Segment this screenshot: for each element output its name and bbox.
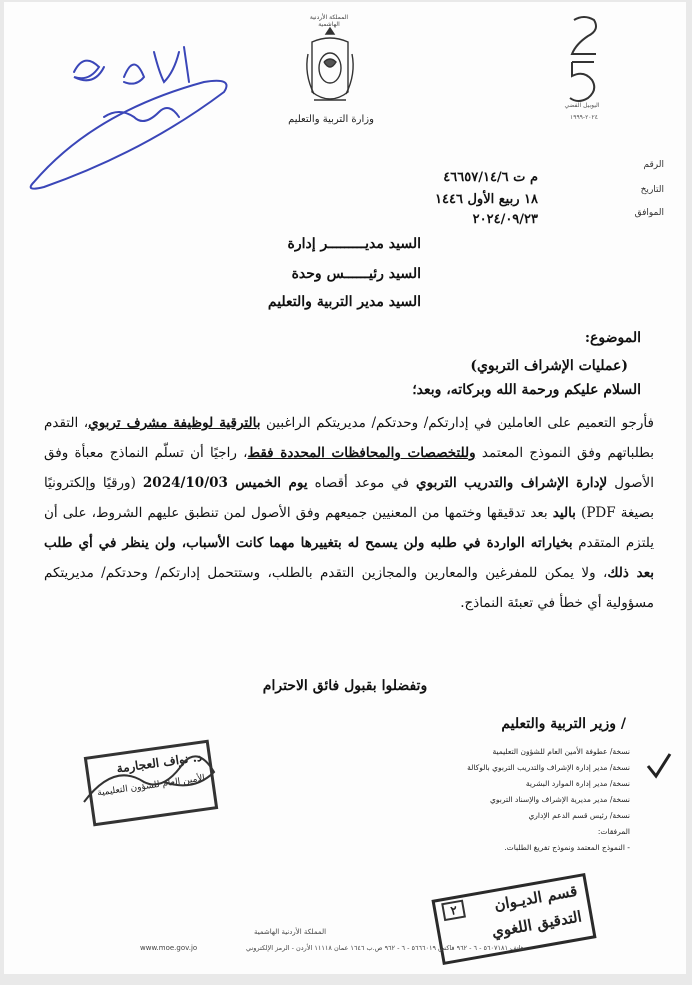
list-item: نسخة/ عطوفة الأمين العام للشؤون التعليمية	[492, 747, 630, 756]
footer-website: www.moe.gov.jo	[140, 944, 198, 952]
recipient-line: السيد مديـــــــــر إدارة	[287, 236, 421, 252]
copies-list	[400, 744, 630, 856]
kingdom-heading: المملكة الأردنية الهاشمية	[309, 14, 349, 28]
ref-label: الرقم	[643, 160, 664, 170]
check-mark-icon	[644, 750, 674, 780]
subject-text: (عمليات الإشراف التربوي)	[470, 358, 628, 374]
ref-number: م ت ٤٦٦٥٧/١٤/٦	[443, 170, 538, 185]
list-item: - النموذج المعتمد ونموذج تفريغ الطلبات.	[504, 843, 630, 852]
stamp-section: التدقيق اللغوي	[490, 907, 584, 941]
silver-jubilee-logo	[560, 14, 608, 104]
date-label: التاريخ	[640, 185, 664, 195]
footer-contact: هاتف ٥٦٠٧١٨١ - ٦ - ٩٦٢ فاكس ٥٦٦٦٠١٩ - ٦ - ٩٦٢ ص.ب ١٦٤٦ عمان ١١١١٨ الأردن - الرمز الإلكتروني	[246, 944, 524, 952]
handwritten-annotation	[14, 32, 254, 202]
stamp-number: ٢	[441, 900, 466, 922]
list-item: نسخة/ مدير إدارة الإشراف والتدريب التربوي بالوكالة	[467, 763, 630, 772]
gregorian-label: الموافق	[634, 208, 664, 218]
document-page	[4, 2, 686, 974]
stamp-title: الأمين العام للشؤون التعليمية	[96, 773, 206, 799]
subject-label: الموضوع:	[584, 330, 641, 346]
closing-line: وتفضلوا بقبول فائق الاحترام	[262, 678, 428, 694]
list-item: المرفقات:	[597, 827, 630, 836]
minister-signature-title: / وزير التربية والتعليم	[501, 716, 626, 732]
recipient-line: السيد رئيــــــس وحدة	[291, 266, 421, 282]
jubilee-caption: اليوبيل الفضي	[564, 102, 600, 109]
letter-body: فأرجو التعميم على العاملين في إدارتكم/ وحدتكم/ مديريتكم الراغبين بالترقية لوظيفة مشرف تربوي، التقدم بطلباتهم وفق النموذج المعتمد وللتخصصات والمحافظات المحددة فقط، راجيًا أن تسلّم النماذج معبأة وفق الأصول لإدارة الإشراف والتدريب التربوي في موعد أقصاه يوم الخميس 2024/10/03 (ورقيًا وإلكترونيًا بصيغة PDF) باليد بعد تدقيقها وختمها من المعنيين جميعهم وفق الأصول لمن تنطبق عليهم الشروط، على أن يلتزم المتقدم بخياراته الواردة في طلبه ولن يسمح له بتغييرها مهما كانت الأسباب، ولن ينظر في أي طلب بعد ذلك، ولا يمكن للمفرغين والمعارين والمجازين التقدم بالطلب، وستتحمل إدارتكم/ وحدتكم/ مديريتكم مسؤولية أي خطأ في تعبئة النماذج.	[44, 415, 655, 611]
greeting: السلام عليكم ورحمة الله وبركاته، وبعد؛	[412, 382, 641, 398]
footer-address: المملكة الأردنية الهاشمية	[254, 928, 327, 936]
ministry-name: وزارة التربية والتعليم	[288, 114, 374, 125]
list-item: نسخة/ مدير إدارة الموارد البشرية	[525, 779, 630, 788]
jordan-coat-of-arms-logo	[302, 24, 358, 112]
hijri-date: ١٨ ربيع الأول ١٤٤٦	[435, 192, 538, 207]
list-item: نسخة/ مدير مديرية الإشراف والإسناد التربوي	[490, 795, 630, 804]
list-item: نسخة/ رئيس قسم الدعم الإداري	[528, 811, 630, 820]
gregorian-date: ٢٠٢٤/٠٩/٢٣	[472, 212, 538, 227]
stamp-department: قسم الديـوان	[492, 881, 579, 915]
stamp-name: د. نواف العجارمة	[115, 749, 203, 776]
handwritten-signature	[74, 742, 234, 822]
recipient-line: السيد مدير التربية والتعليم	[267, 294, 421, 310]
jubilee-years: ٢٠٢٤-١٩٩٩	[570, 114, 598, 121]
